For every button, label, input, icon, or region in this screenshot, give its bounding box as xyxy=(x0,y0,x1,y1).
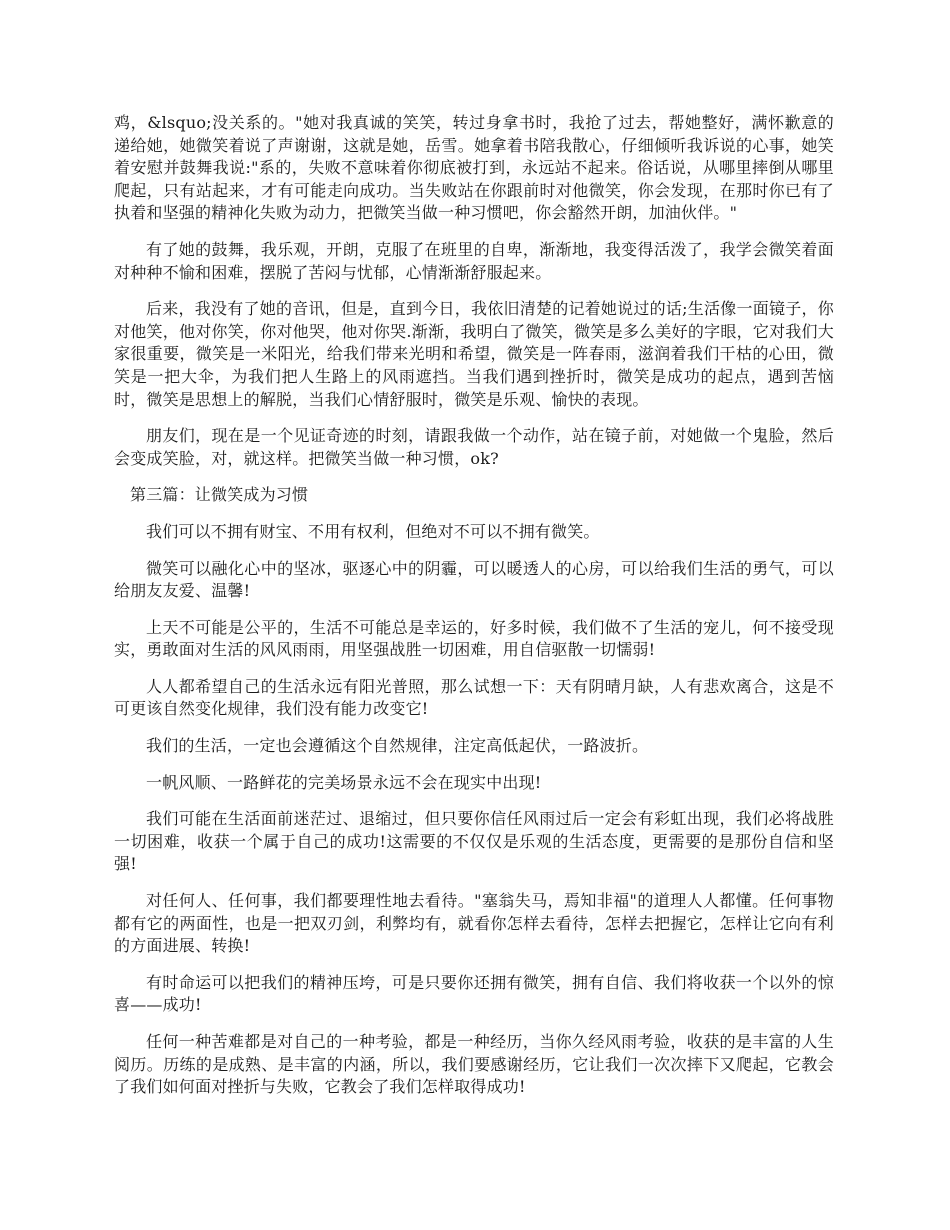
paragraph-4: 朋友们，现在是一个见证奇迹的时刻，请跟我做一个动作，站在镜子前，对她做一个鬼脸，然后会变成笑脸，对，就这样。把微笑当做一种习惯，ok? xyxy=(114,426,834,468)
paragraph-1: 鸡，&lsquo;没关系的。"她对我真诚的笑笑，转过身拿书时，我抢了过去，帮她整好，满怀歉意的递给她，她微笑着说了声谢谢，这就是她，岳雪。她拿着书陪我散心，仔细倾听我诉说的心事，她笑着安慰并鼓舞我说:"系的，失败不意味着你彻底被打到，永远站不起来。俗话说，从哪里摔倒从哪里爬起，只有站起来，才有可能走向成功。当失败站在你跟前时对他微笑，你会发现，在那时你已有了执着和坚强的精神化失败为动力，把微笑当做一种习惯吧，你会豁然开朗，加油伙伴。" xyxy=(114,113,834,223)
paragraph-14: 任何一种苦难都是对自己的一种考验，都是一种经历，当你久经风雨考验，收获的是丰富的人生阅历。历练的是成熟、是丰富的内涵，所以，我们要感谢经历，它让我们一次次摔下又爬起，它教会了我们如何面对挫折与失败，它教会了我们怎样取得成功! xyxy=(114,1032,834,1097)
paragraph-12: 对任何人、任何事，我们都要理性地去看待。"塞翁失马，焉知非福"的道理人人都懂。任何事物都有它的两面性，也是一把双刃剑，利弊均有，就看你怎样去看待，怎样去把握它，怎样让它向有利的方面进展、转换! xyxy=(114,891,834,956)
paragraph-7: 上天不可能是公平的，生活不可能总是幸运的，好多时候，我们做不了生活的宠儿，何不接受现实，勇敢面对生活的风风雨雨，用坚强战胜一切困难，用自信驱散一切懦弱! xyxy=(114,617,834,660)
paragraph-10: 一帆风顺、一路鲜花的完美场景永远不会在现实中出现! xyxy=(146,772,542,792)
paragraph-13: 有时命运可以把我们的精神压垮，可是只要你还拥有微笑，拥有自信、我们将收获一个以外的惊喜——成功! xyxy=(114,972,834,1015)
paragraph-8: 人人都希望自己的生活永远有阳光普照，那么试想一下：天有阴晴月缺，人有悲欢离合，这是不可更该自然变化规律，我们没有能力改变它! xyxy=(114,676,834,719)
document-page xyxy=(114,112,834,1113)
paragraph-2: 有了她的鼓舞，我乐观，开朗，克服了在班里的自卑，渐渐地，我变得活泼了，我学会微笑着面对种种不愉和困难，摆脱了苦闷与忧郁，心情渐渐舒服起来。 xyxy=(114,239,834,282)
paragraph-9: 我们的生活，一定也会遵循这个自然规律，注定高低起伏，一路波折。 xyxy=(146,736,649,756)
paragraph-3: 后来，我没有了她的音讯，但是，直到今日，我依旧清楚的记着她说过的话;生活像一面镜子，你对他笑，他对你笑，你对他哭，他对你哭.渐渐，我明白了微笑，微笑是多么美好的字眼，它对我们大家很重要，微笑是一米阳光，给我们带来光明和希望，微笑是一阵春雨，滋润着我们干枯的心田，微笑是一把大伞，为我们把人生路上的风雨遮挡。当我们遇到挫折时，微笑是成功的起点，遇到苦恼时，微笑是思想上的解脱，当我们心情舒服时，微笑是乐观、愉快的表现。 xyxy=(114,299,834,409)
paragraph-6: 微笑可以融化心中的坚冰，驱逐心中的阴霾，可以暖透人的心房，可以给我们生活的勇气，可以给朋友友爱、温馨! xyxy=(114,558,834,601)
paragraph-5: 我们可以不拥有财宝、不用有权利，但绝对不可以不拥有微笑。 xyxy=(146,521,600,541)
section-heading: 第三篇：让微笑成为习惯 xyxy=(130,485,309,505)
paragraph-11: 我们可能在生活面前迷茫过、退缩过，但只要你信任风雨过后一定会有彩虹出现，我们必将战胜一切困难，收获一个属于自己的成功!这需要的不仅仅是乐观的生活态度，更需要的是那份自信和坚强! xyxy=(114,809,834,874)
